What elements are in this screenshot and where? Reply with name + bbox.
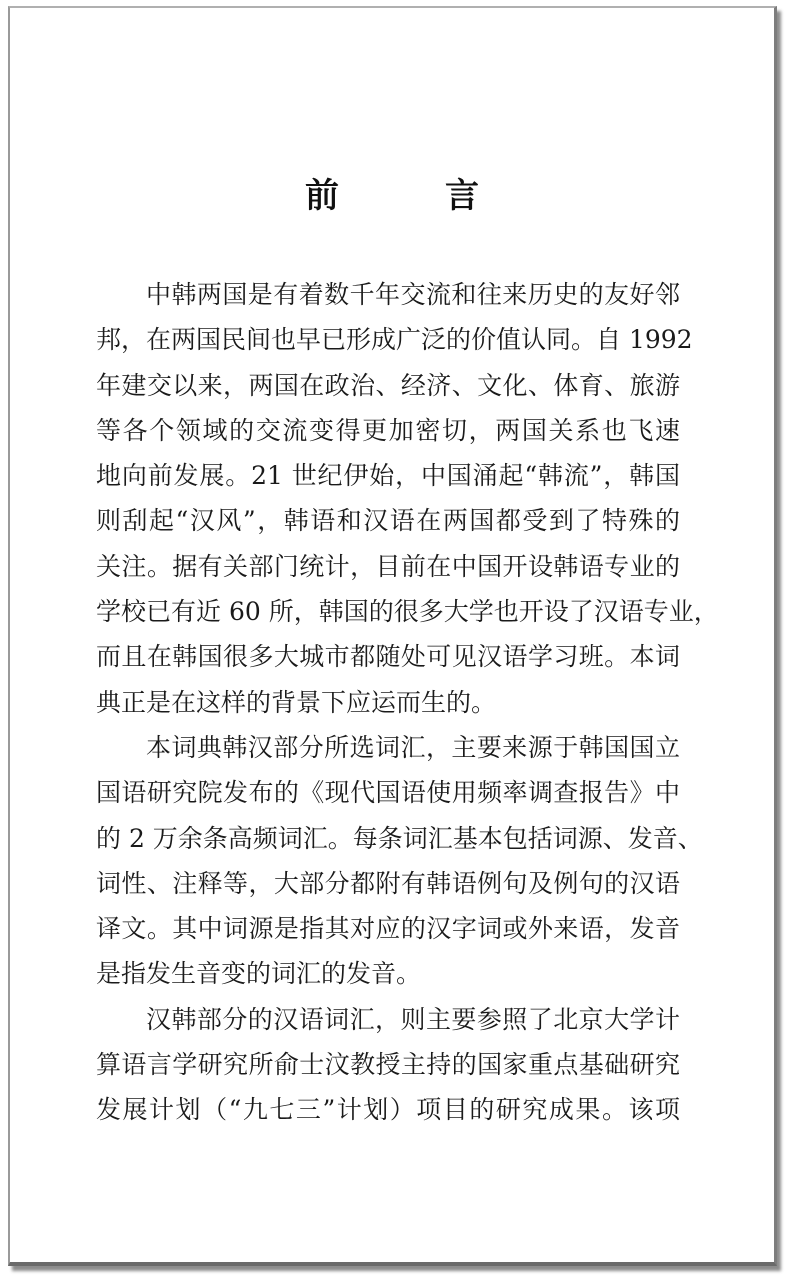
text-line: 汉韩部分的汉语词汇，则主要参照了北京大学计: [146, 1004, 680, 1034]
text-line: 发展计划（“九七三”计划）项目的研究成果。该项: [96, 1095, 680, 1125]
text-line: 则刮起“汉风”，韩语和汉语在两国都受到了特殊的: [96, 506, 680, 536]
text-line: 译文。其中词源是指其对应的汉字词或外来语，发音: [96, 914, 680, 944]
text-line: 学校已有近 60 所，韩国的很多大学也开设了汉语专业，: [96, 597, 719, 627]
text-line: 是指发生音变的词汇的发音。: [96, 959, 422, 989]
text-line: 国语研究院发布的《现代国语使用频率调查报告》中: [96, 778, 680, 808]
body-text: [96, 272, 719, 1133]
text-line: 的 2 万余条高频词汇。每条词汇基本包括词源、发音、: [96, 823, 703, 853]
text-line: 而且在韩国很多大城市都随处可见汉语学习班。本词: [96, 642, 680, 672]
text-line: 地向前发展。21 世纪伊始，中国涌起“韩流”，韩国: [96, 461, 680, 491]
text-line: 算语言学研究所俞士汶教授主持的国家重点基础研究: [96, 1050, 680, 1080]
page-frame: [8, 6, 777, 1266]
page-title: 前 言: [305, 176, 515, 216]
text-line: 邦，在两国民间也早已形成广泛的价值认同。自 1992: [96, 325, 693, 355]
text-line: 等各个领域的交流变得更加密切，两国关系也飞速: [96, 415, 680, 445]
text-line: 年建交以来，两国在政治、经济、文化、体育、旅游: [96, 370, 680, 400]
text-line: 中韩两国是有着数千年交流和往来历史的友好邻: [146, 280, 680, 309]
text-line: 关注。据有关部门统计，目前在中国开设韩语专业的: [96, 551, 680, 581]
text-line: 本词典韩汉部分所选词汇，主要来源于韩国国立: [146, 732, 680, 762]
text-line: 词性、注释等，大部分都附有韩语例句及例句的汉语: [96, 868, 680, 898]
text-line: 典正是在这样的背景下应运而生的。: [96, 687, 497, 717]
